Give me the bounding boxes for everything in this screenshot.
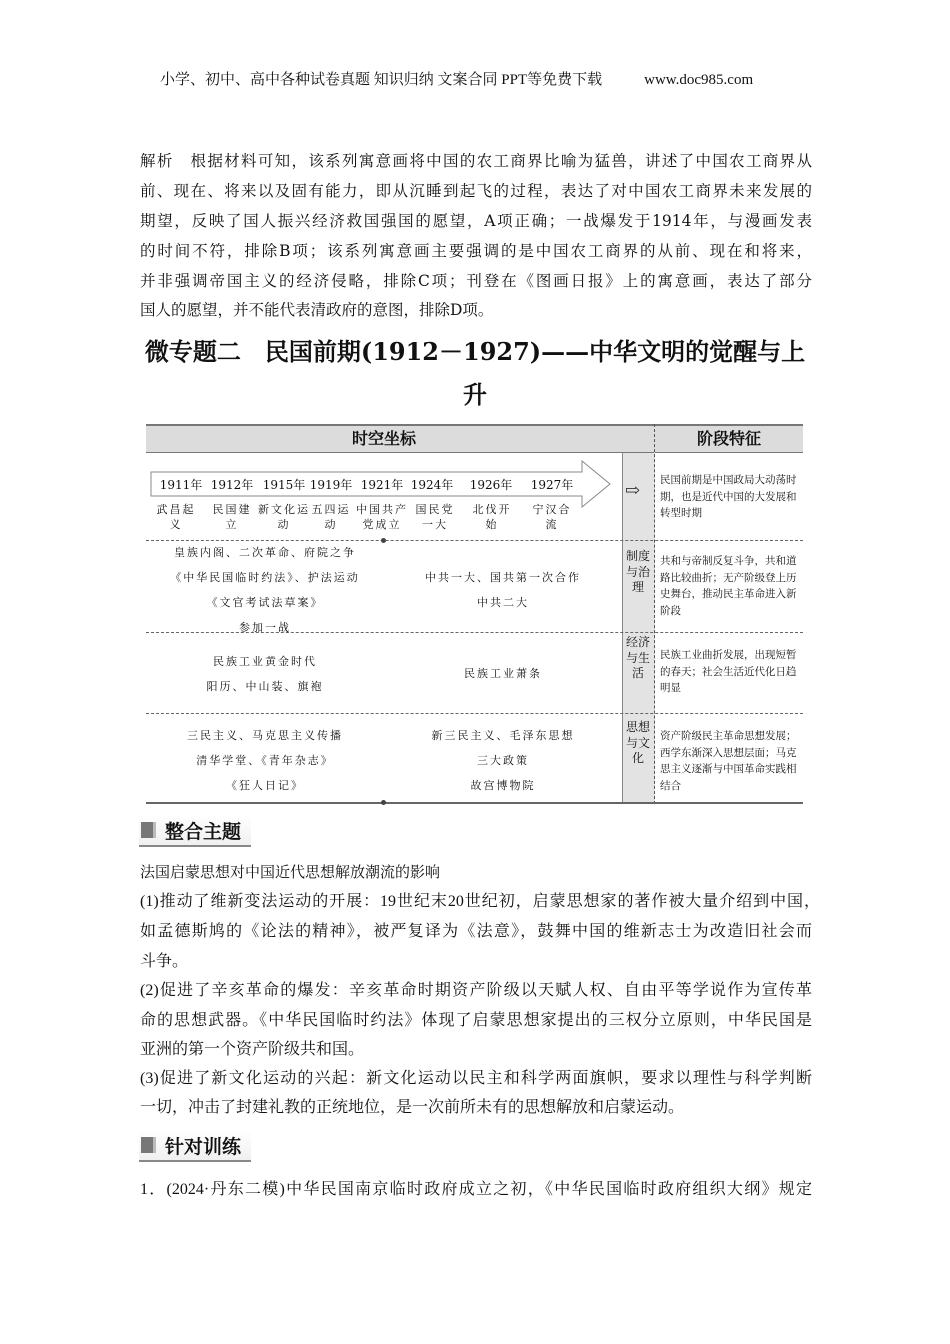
row1-right — [384, 565, 622, 615]
body-line: 如孟德斯鸠的《论法的精神》，被严复译为《法意》，鼓舞中国的维新志士为改造旧社会而 — [140, 923, 812, 940]
page-header — [160, 68, 753, 89]
body-line: 一切，冲击了封建礼教的正统地位，是一次前所未有的思想解放和启蒙运动。 — [140, 1099, 685, 1116]
cell-line: 三民主义、马克思主义传播 — [187, 729, 343, 742]
header-url: www.doc985.com — [644, 72, 754, 88]
category-label: 思想与文化 — [625, 720, 650, 765]
right-arrow-icon: ⇨ — [625, 480, 641, 501]
timeline-year: 1924年 — [410, 478, 454, 492]
cell-line: 清华学堂、《青年杂志》 — [196, 754, 334, 767]
cell-line: 阳历、中山装、旗袍 — [206, 680, 324, 693]
header-features: 阶段特征 — [655, 424, 803, 453]
topic-title: 微专题二 民国前期(1912－1927)——中华文明的觉醒与上 — [144, 337, 806, 366]
cell-line: 《狂人日记》 — [226, 779, 304, 792]
analysis-line: 期望，反映了国人振兴经济救国强国的愿望，A项正确；一战爆发于1914年，与漫画发表 — [140, 212, 812, 230]
timeline-year: 1912年 — [210, 478, 254, 492]
row2-feature: 民族工业曲折发展，出现短暂的春天；社会生活近代化日趋明显 — [660, 649, 797, 694]
timeline-year: 1926年 — [469, 478, 513, 492]
cell-line: 皇族内阁、二次革命、府院之争 — [174, 546, 356, 559]
cell-line: 民族工业黄金时代 — [213, 655, 317, 668]
cell-line: 《文官考试法草案》 — [206, 596, 324, 609]
timeline-year: 1919年 — [309, 478, 353, 492]
analysis-line: 前、现在、将来以及固有能力，即从沉睡到起飞的过程，表达了对中国农工商界未来发展的 — [140, 182, 812, 200]
overview-feature: 民国前期是中国政局大动荡时期，也是近代中国的大发展和转型时期 — [660, 474, 797, 519]
cell-line: 故宫博物院 — [470, 779, 536, 792]
timeline-event: 武昌起义 — [156, 503, 196, 531]
section-heading-text: 整合主题 — [165, 821, 242, 843]
table-bottom-rule — [146, 802, 803, 804]
timeline-event: 新文化运动 — [258, 503, 310, 531]
subtopic-title: 法国启蒙思想对中国近代思想解放潮流的影响 — [140, 863, 441, 881]
section-heading-text: 针对训练 — [165, 1136, 242, 1158]
body-line: (1)推动了维新变法运动的开展：19世纪末20世纪初，启蒙思想家的著作被大量介绍到中国， — [140, 893, 820, 910]
analysis-line: 解析 根据材料可知，该系列寓意画将中国的农工商界比喻为猛兽，讲述了中国农工商界从 — [140, 152, 812, 170]
analysis-line: 国人的愿望，并不能代表清政府的意图，排除D项。 — [140, 301, 494, 319]
row1-left — [146, 540, 384, 640]
category-label: 经济与生活 — [625, 635, 650, 680]
document-icon — [141, 1137, 156, 1153]
analysis-line: 的时间不符，排除B项；该系列寓意画主要强调的是中国农工商界的从前、现在和将来， — [140, 242, 812, 260]
body-line: (3)促进了新文化运动的兴起：新文化运动以民主和科学两面旗帜，要求以理性与科学判断 — [140, 1070, 812, 1087]
section-heading-integration — [139, 815, 251, 847]
timeline-event: 宁汉合流 — [532, 503, 572, 531]
cell-line: 新三民主义、毛泽东思想 — [431, 729, 575, 742]
body-line: 斗争。 — [140, 953, 189, 970]
row2-left — [146, 649, 384, 699]
cell-line: 民族工业萧条 — [464, 667, 542, 680]
cell-line: 三大政策 — [477, 754, 529, 767]
cell-line: 中共一大、国共第一次合作 — [425, 571, 581, 584]
timeline-year: 1911年 — [159, 478, 203, 492]
question-1: 1．(2024·丹东二模)中华民国南京临时政府成立之初，《中华民国临时政府组织大纲》规定 — [140, 1181, 812, 1198]
row3-right — [384, 723, 622, 798]
body-line: 亚洲的第一个资产阶级共和国。 — [140, 1041, 365, 1058]
column-divider — [654, 424, 655, 804]
timeline-event: 中国共产党成立 — [356, 503, 408, 531]
header-spacetime: 时空坐标 — [146, 424, 622, 453]
document-icon — [141, 822, 156, 838]
timeline-event: 北伐开始 — [472, 503, 512, 531]
cell-line: 《中华民国临时约法》、护法运动 — [170, 571, 360, 584]
timeline-year: 1915年 — [262, 478, 306, 492]
analysis-line: 并非强调帝国主义的经济侵略，排除C项；刊登在《图画日报》上的寓意画，表达了部分 — [140, 272, 812, 290]
cell-line: 中共二大 — [477, 596, 529, 609]
header-spacer — [622, 424, 654, 453]
timeline-event: 民国建立 — [212, 503, 252, 531]
row3-feature: 资产阶级民主革命思想发展；西学东渐深入思想层面；马克思主义逐渐与中国革命实践相结合 — [660, 730, 797, 792]
timeline-year: 1921年 — [360, 478, 404, 492]
body-line: 命的思想武器。《中华民国临时约法》体现了启蒙思想家提出的三权分立原则，中华民国是 — [140, 1012, 812, 1029]
timeline-event: 国民党一大 — [415, 503, 455, 531]
timeline-year: 1927年 — [530, 478, 574, 492]
divider-dot — [381, 800, 386, 805]
header-text: 小学、初中、高中各种试卷真题 知识归纳 文案合同 PPT等免费下载 — [160, 72, 603, 88]
body-line: (2)促进了辛亥革命的爆发：辛亥革命时期资产阶级以天赋人权、自由平等学说作为宣传革 — [140, 982, 812, 999]
row-divider — [146, 713, 803, 714]
row2-right — [384, 661, 622, 686]
row1-feature: 共和与帝制反复斗争，共和道路比较曲折；无产阶级登上历史舞台，推动民主革命进入新阶段 — [660, 555, 797, 617]
cell-line: 参加一战 — [239, 621, 291, 634]
timeline-event: 五四运动 — [311, 503, 351, 531]
row3-left — [146, 723, 384, 798]
category-label: 制度与治理 — [625, 549, 650, 594]
topic-title-cont: 升 — [463, 380, 487, 409]
summary-table — [146, 424, 803, 804]
section-heading-practice — [139, 1130, 251, 1162]
